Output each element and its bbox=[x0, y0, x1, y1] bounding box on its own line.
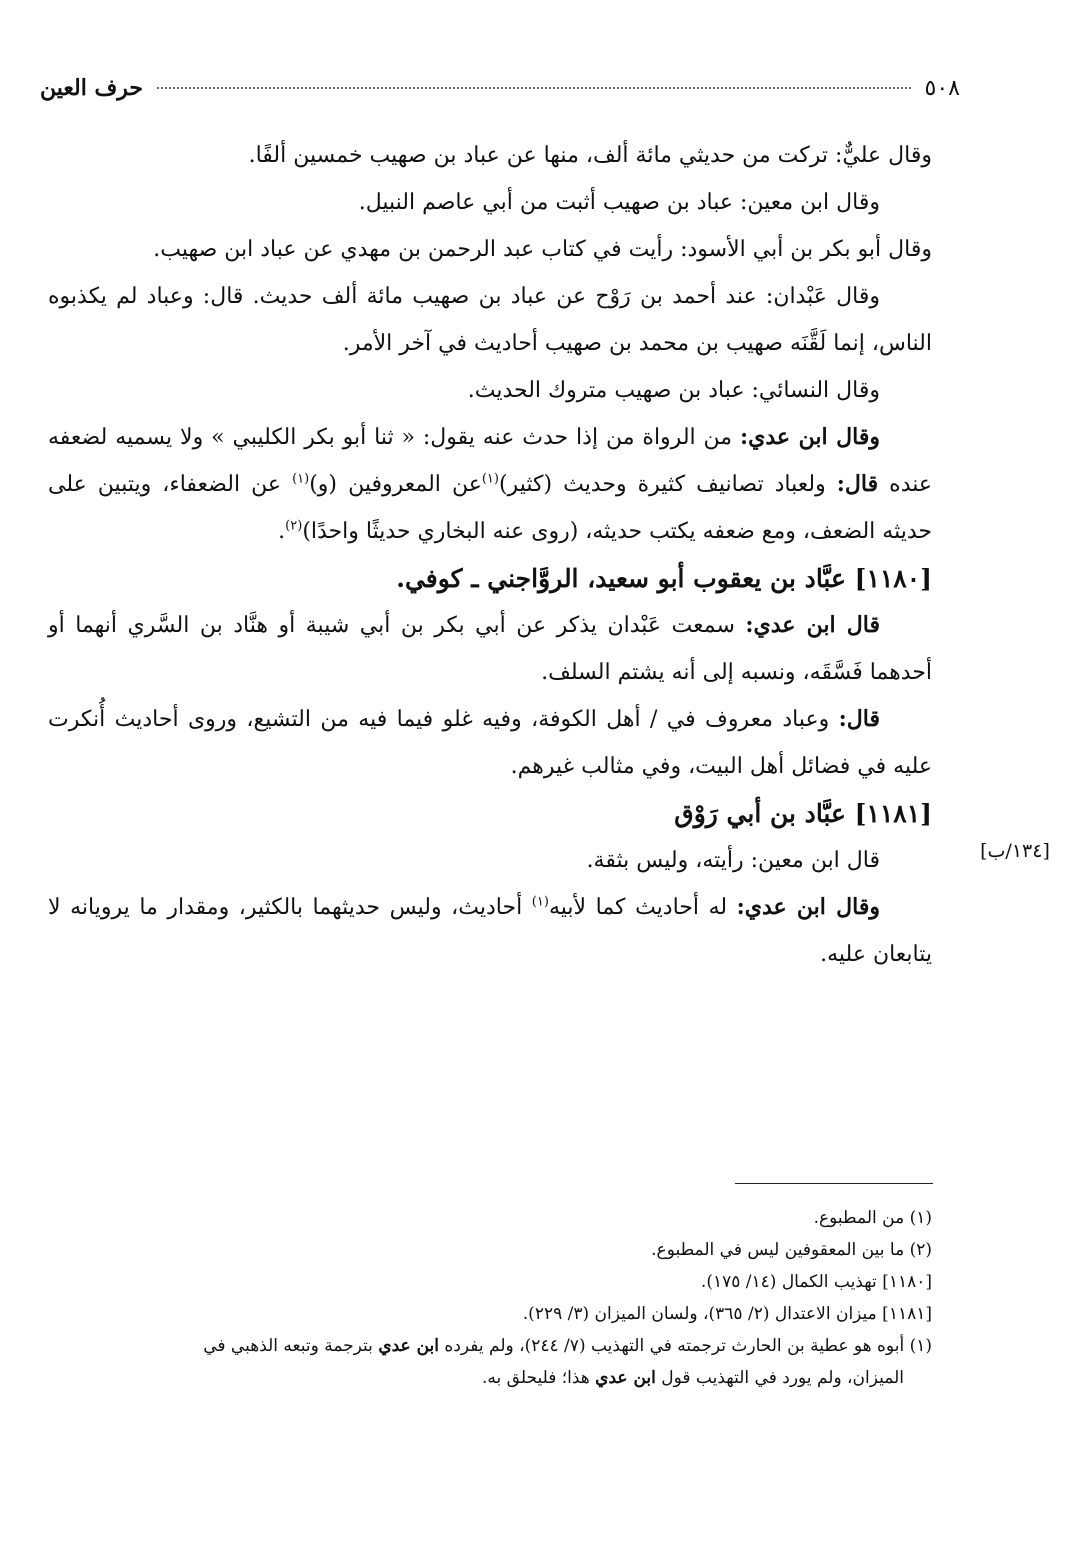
paragraph bbox=[48, 696, 932, 790]
paragraph-text: عن المعروفين (و) bbox=[309, 472, 482, 497]
paragraph-text: عن الضعفاء، ويتبين على حديثه الضعف، ومع ضعفه يكتب حديثه، (روى عنه البخاري حديثًا واحدًا) bbox=[48, 472, 932, 544]
footnote-text: بترجمة وتبعه الذهبي في bbox=[203, 1336, 379, 1356]
footnote-text: الميزان، ولم يورد في التهذيب قول bbox=[655, 1368, 904, 1388]
footnote-text: (١) أبوه هو عطية بن الحارث ترجمته في التهذيب (٧/ ٢٤٤)، ولم يفرده bbox=[439, 1336, 932, 1356]
manuscript-folio-note: [١٣٤/ب] bbox=[980, 840, 1050, 862]
paragraph-text: له أحاديث كما لأبيه bbox=[548, 895, 737, 920]
footnote-separator bbox=[735, 1183, 933, 1184]
paragraph: قال ابن معين: رأيته، وليس بثقة. bbox=[586, 848, 880, 873]
footnote-ref: (١) bbox=[292, 471, 310, 487]
paragraph: وقال النسائي: عباد بن صهيب متروك الحديث. bbox=[467, 378, 880, 403]
main-text bbox=[48, 132, 932, 978]
footnote-bold: ابن عدي bbox=[595, 1368, 656, 1388]
footnote-ref: (١) bbox=[531, 894, 549, 910]
paragraph bbox=[48, 884, 932, 978]
footnote: [١١٨٠] تهذيب الكمال (١٤/ ١٧٥). bbox=[700, 1272, 932, 1292]
paragraph-text: سمعت عَبْدان يذكر عن أبي بكر بن أبي شيبة أو هنَّاد بن السَّري أنهما أو أحدهما فَسَّقَه، ونسبه إلى أنه يشتم السلف. bbox=[48, 613, 932, 685]
footnote-text: هذا؛ فليحلق به. bbox=[482, 1368, 596, 1388]
speaker-label: قال: bbox=[838, 706, 880, 732]
paragraph-text: من الرواة من إذا حدث عنه يقول: « ثنا أبو بكر الكليبي » ولا يسميه لضعفه عنده bbox=[48, 425, 933, 497]
header-dotted-rule bbox=[157, 87, 911, 89]
entry-heading-1180: [١١٨٠] عبَّاد بن يعقوب أبو سعيد، الروَّاجني ـ كوفي. bbox=[396, 564, 932, 593]
paragraph-text: ولعباد تصانيف كثيرة وحديث (كثير) bbox=[498, 472, 837, 497]
paragraph bbox=[48, 602, 932, 696]
page-header bbox=[40, 66, 960, 110]
paragraph: وقال ابن معين: عباد بن صهيب أثبت من أبي عاصم النبيل. bbox=[358, 190, 880, 215]
running-title: حرف العين bbox=[40, 75, 144, 101]
paragraph: وقال أبو بكر بن أبي الأسود: رأيت في كتاب عبد الرحمن بن مهدي عن عباد ابن صهيب. bbox=[153, 237, 932, 262]
speaker-label: وقال ابن عدي: bbox=[736, 894, 880, 920]
footnote-ref: (٢) bbox=[285, 518, 303, 534]
footnote-ref: (١) bbox=[481, 471, 499, 487]
speaker-label: وقال ابن عدي: bbox=[740, 424, 880, 450]
footnote: [١١٨١] ميزان الاعتدال (٢/ ٣٦٥)، ولسان الميزان (٣/ ٢٢٩). bbox=[522, 1304, 932, 1324]
footnote-bold: ابن عدي bbox=[378, 1336, 440, 1356]
paragraph-text: . bbox=[278, 519, 286, 544]
paragraph-text: أحاديث، وليس حديثهما بالكثير، ومقدار ما يرويانه لا يتابعان عليه. bbox=[48, 895, 932, 967]
paragraph: وقال عليٌّ: تركت من حديثي مائة ألف، منها عن عباد بن صهيب خمسين ألفًا. bbox=[248, 143, 932, 168]
page-number: ٥٠٨ bbox=[924, 75, 960, 101]
paragraph: وقال عَبْدان: عند أحمد بن رَوْح عن عباد بن صهيب مائة ألف حديث. قال: وعباد لم يكذبوه الناس، إنما لَقَّنَه صهيب بن محمد بن صهيب أحاديث في آخر الأمر. bbox=[48, 284, 932, 356]
speaker-label: قال: bbox=[836, 471, 879, 497]
entry-heading-1181: [١١٨١] عبَّاد بن أبي رَوْق bbox=[674, 799, 932, 828]
footnote bbox=[48, 1330, 932, 1362]
paragraph-text: وعباد معروف في / أهل الكوفة، وفيه غلو فيما فيه من التشيع، وروى أحاديث أُنكرت عليه في فضائل أهل البيت، وفي مثالب غيرهم. bbox=[48, 707, 932, 779]
footnote: (٢) ما بين المعقوفين ليس في المطبوع. bbox=[651, 1240, 932, 1260]
paragraph bbox=[48, 414, 932, 555]
footnotes bbox=[48, 1202, 932, 1394]
footnote-continuation bbox=[48, 1362, 932, 1394]
speaker-label: قال ابن عدي: bbox=[745, 612, 880, 638]
footnote: (١) من المطبوع. bbox=[813, 1208, 932, 1228]
